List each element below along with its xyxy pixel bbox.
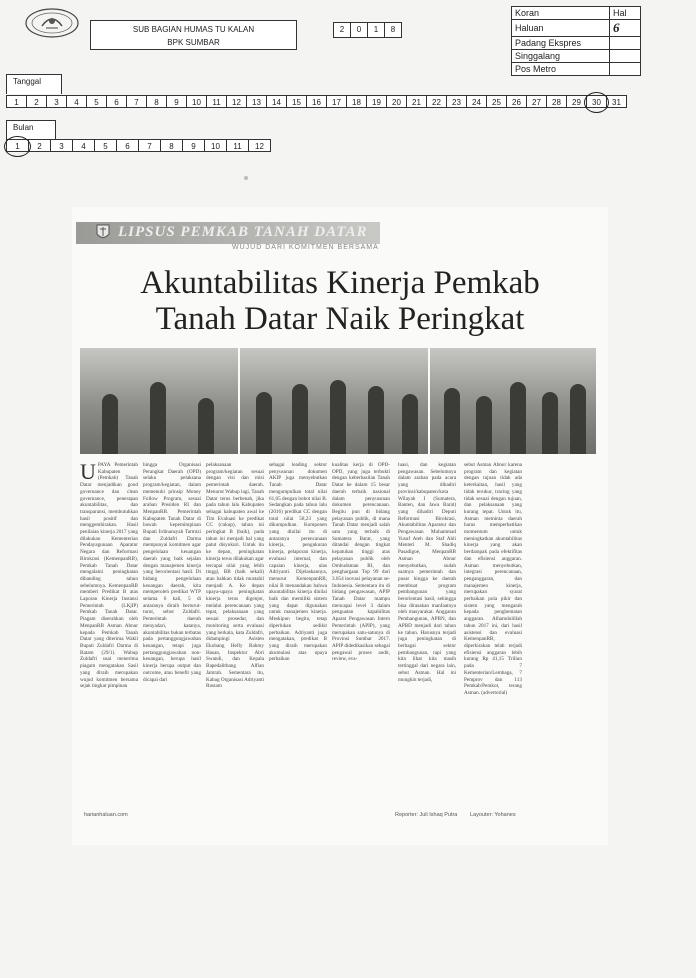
empty-cell (610, 63, 641, 76)
unit-label-box (90, 20, 297, 50)
date-cell: 4 (66, 95, 87, 108)
newspaper-singgalang: Singgalang (512, 50, 610, 63)
date-cell: 10 (186, 95, 207, 108)
year-digit: 1 (367, 22, 385, 38)
newspaper-pos-metro: Pos Metro (512, 63, 610, 76)
article-photo-1 (80, 348, 238, 454)
month-cell: 8 (160, 139, 183, 152)
scan-speck (244, 176, 248, 180)
date-cell: 19 (366, 95, 387, 108)
date-cell: 8 (146, 95, 167, 108)
month-cell: 4 (72, 139, 95, 152)
article-photo-3 (430, 348, 596, 454)
date-cell: 23 (446, 95, 467, 108)
date-cell: 17 (326, 95, 347, 108)
photo-credit: harianhaluan.com (84, 812, 128, 818)
date-cell: 24 (466, 95, 487, 108)
year-digit: 0 (350, 22, 368, 38)
date-cell: 2 (26, 95, 47, 108)
date-cell: 16 (306, 95, 327, 108)
date-cell: 14 (266, 95, 287, 108)
article-column-3: pelaksanaan program/kegiatan sesuai dengan visi dan misi pemerintah daerah. Menurut Wabup lagi, Tanah Datar terus berbenah, jika pada tahun lalu Kabupaten sebagai kabupaten awal ke Tim Evaluasi ke predikat CC (cukup), tahun ini peringkat B (baik), pada tahun ini menjadi hal yang patut disyukuri. Untuk itu ke depan, peningkatan kinerja terus dilakukan agar tercapai nilai yang lebih tinggi, BB (baik sekali) atau bahkan tidak mustahil menjadi A. Ke depan upaya-upaya peningkatan kinerja terus digenjot, melalui perencanaan yang tepat, pelaksanaan yang sesuai prosedur, dan monitoring serta evaluasi yang berkala, kata Zuldafri, didampingi Asisten Ekobang Hefly Rahmy Hasan, Inspektur Abri Swandi, dan Kepala Bapedalitbang Alfian Jamrah. Sementara itu, Kabag Organisasi Adriyanti Rustam (206, 462, 264, 690)
newspaper-haluan: Haluan (512, 20, 610, 37)
date-cell: 9 (166, 95, 187, 108)
section-subtitle: WUJUD DARI KOMITMEN BERSAMA (232, 244, 379, 251)
tanggal-label: Tanggal (6, 74, 62, 94)
date-cell: 5 (86, 95, 107, 108)
month-cell: 12 (248, 139, 271, 152)
bulan-label: Bulan (6, 120, 56, 140)
month-row (6, 139, 270, 152)
date-cell: 12 (226, 95, 247, 108)
year-digit: 8 (384, 22, 402, 38)
article-column-4: sebagai leading sektor penyusunan dokumen AKIP juga menyebutkan Tanah Datar mengumpulkan total nilai 61,05 dengan bobot nilai B. Sedangkan pada tahun lalu (2016) predikat CC dengan total nilai 58,23 yang dikumpulkan. Komponen yang dinilai itu di antaranya perencanaan kinerja, pengukuran kinerja, pelaporan kinerja, evaluasi internal, dan capaian kinerja, ulas Adriyanti. Dijelaskannya, menurut KemenpanRB, nilai B menandakan bahwa akuntabilitas kinerja dinilai baik dan memiliki sistem yang dapat digunakan untuk manajemen kinerja. Meskipun begitu, tetap diperlukan sedikit perbaikan. Adriyanti juga mengatakan, predikat B yang diraih merupakan akumulasi atas upaya perbaikan (269, 462, 327, 663)
date-cell: 31 (606, 95, 627, 108)
date-cell: 6 (106, 95, 127, 108)
date-cell: 13 (246, 95, 267, 108)
empty-cell (610, 37, 641, 50)
article-headline (70, 265, 610, 337)
article-column-2: hingga Organisasi Perangkat Daerah (OPD) selaku pelaksana program/kegiatan, dalam memenuhi prinsip Money Follow Program, sesuai arahan Presiden RI dan MenpanRB. Pemerintah Kabupaten Tanah Datar di bawah kepemimpinan Bupati Irdinansyah Tarmizi dan Zuldafri Darma mempunyai komitmen agar pengelolaan keuangan daerah yang baik sejalan dengan manajemen kinerja yang berorientasi hasil. Di bidang pengelolaan keuangan daerah, kita memperoleh predikat WTP selama 6 kali, 5 di antaranya diraih berturut-turut, sebut Zuldafri. Pemerintah daerah menyadari, katanya, akuntabilitas bukan terbatas pada pertanggungjawaban keuangan, tetapi juga pertanggungjawaban non-keuangan, berupa hasil kinerja berupa output dan outcome, atau benefit yang dicapai dari (143, 462, 201, 683)
unit-line-2: BPK SUMBAR (167, 38, 220, 47)
date-cell: 27 (526, 95, 547, 108)
year-digit: 2 (333, 22, 351, 38)
date-cell: 28 (546, 95, 567, 108)
article-column-7: sebut Asman Abnur karena program dan kegiatan dengan tujuan tidak ada keterkaitan, hasil yang tidak terukur, tracing yang tidak sesuai dengan tujuan, dan pelaksanaan yang kurang tepat. Untuk itu, Asman meminta daerah harus memperhatikan momentum untuk meningkatkan akuntabilitas kinerja yang akan berdampak pada efektifitas dan efisiensi anggaran. Asman menyebutkan, integrasi perencanaan, penganggaran, dan manajemen kinerja, merupakan syarat perbaikan pola pikir dan sistem yang mengarah kepada penghematan anggaran. Alhamdulillah tahun 2017 ini, dari hasil asistensi dan evaluasi KemenpanRB, diperkirakan telah terjadi efisiensi anggaran lebih kurang Rp 41,15 Triliun pada 7 Kementerian/Lembaga, 7 Pemprov dan 113 Pemkab/Pemkot, terang Asman. (advertorial) (464, 462, 522, 696)
date-cell: 29 (566, 95, 587, 108)
date-cell: 7 (126, 95, 147, 108)
month-cell: 10 (204, 139, 227, 152)
date-cell: 3 (46, 95, 67, 108)
headline-line-1: Akuntabilitas Kinerja Pemkab (140, 265, 540, 301)
bpk-logo-icon (24, 6, 80, 40)
article-body (80, 462, 600, 832)
article-column-1: UPAYA Pemerintah Kabupaten (Pemkab) Tanah Datar menjadikan good governance dan clean governance, penerapan akuntabilitas, dan transparansi, membutuhkan hasil positif dan menggembirakan. Hasil penilaian kinerja 2017 yang dilakukan Kementerian Pendayagunaan Aparatur Negara dan Reformasi Birokrasi (KemenpanRB), Pemkab Tanah Datar mengalami peningkatan dibanding tahun sebelumnya. KemenpanRB memberi Predikat B atas Laporan Kinerja Instansi Pemerintah (LKjIP) Pemkab Tanah Datar. Piagam diserahkan oleh MenpanRB Asman Abnur kepada Pemkab Tanah Datar yang diterima Wakil Bupati Zuldafri Darma di Batam (29/1). Wabup Zuldafri usai menerima piagam mengatakan Sasil yang diraih merupakan wujud komitmen bersama sejak tingkat pimpinan (80, 462, 138, 690)
koran-label: Koran (512, 7, 610, 20)
month-cell: 6 (116, 139, 139, 152)
reporter-credit: Reporter: Juli Ishaq Putra (395, 812, 458, 818)
layout-credit: Layouter: Yohanes (470, 812, 516, 818)
date-cell: 18 (346, 95, 367, 108)
year-box (333, 22, 401, 38)
date-cell: 30 (586, 95, 607, 108)
article-column-6: luasi, dan kegiatan pengawasan. Sebelumnya dalam arahan pada acara yang dihadiri provinsi/kabupaten/kota Wilayah I (Sumatera, Banten, dan Jawa Barat) yang dihadiri Deputi Reformasi Birokrasi, Akuntabilitas Aparatur dan Pengawasan Muhammad Yusuf Ateh dan Staf Ahli Menteri M. Shadiq Pasadigoe, MenpanRB Asman Abnur menyebutkan, sudah saatnya pemerintah dan pusat hingga ke daerah membuat program pembangunan yang berorientasi hasil, sehingga bisa dirasakan manfaatnya oleh masyarakat. Anggaran Pembangunan, APBN, dan APBD menjadi dari tahun ke tahun. Harusnya terjadi juga peningkatan di berbagai sektor pembangunan, tapi yang kita lihat kita masih tertinggal dari negara lain, sebut Asman. Hal ini mungkin terjadi, (398, 462, 456, 683)
unit-line-1: SUB BAGIAN HUMAS TU KALAN (132, 25, 255, 34)
date-row (6, 95, 626, 108)
article-photo-2 (240, 348, 428, 454)
date-cell: 22 (426, 95, 447, 108)
month-cell: 3 (50, 139, 73, 152)
empty-cell (610, 50, 641, 63)
newspaper-table (511, 6, 641, 76)
hal-label: Hal (610, 7, 641, 20)
headline-line-2: Tanah Datar Naik Peringkat (155, 301, 525, 337)
date-cell: 26 (506, 95, 527, 108)
date-cell: 15 (286, 95, 307, 108)
month-cell: 11 (226, 139, 249, 152)
regency-emblem-icon (96, 224, 110, 242)
date-cell: 1 (6, 95, 27, 108)
newspaper-padang-ekspres: Padang Ekspres (512, 37, 610, 50)
date-cell: 25 (486, 95, 507, 108)
date-cell: 20 (386, 95, 407, 108)
article-column-5: kualitas kerja di OPD-OPD, yang juga terbukti dengan keberhasilan Tanah Datar ke dalam 15 besar daerah terbaik nasional dalam penyusunan dokumen perencanaan. Begitu pun di bidang pelayanan publik, di mana Tanah Datar menjadi salah satu yang terbaik di Sumatera Barat, yang ditandai dengan tingkat kepatuhan tinggi atas pelayanan publik oleh Ombudsman RI, dan penghargaan Top 99 dari 3.054 inovasi pelayanan se-Indonesia. Sementara itu di bidang pengawasan, APIP Tanah Datar mampu mencapai level 3 dalam penguatan kapabilitas Aparat Pengawasan Intern Pemerintah (APIP), yang merupakan satu-satunya di Provinsi Sumbar 2017. APIP didedikasikan sebagai pengawal proses audit, review, eva- (332, 462, 390, 663)
page-number: 6 (613, 20, 620, 35)
month-cell: 7 (138, 139, 161, 152)
month-cell: 5 (94, 139, 117, 152)
month-cell: 1 (6, 139, 29, 152)
dropcap: U (80, 462, 96, 484)
section-title: LIPSUS PEMKAB TANAH DATAR (118, 224, 368, 240)
month-cell: 9 (182, 139, 205, 152)
date-cell: 11 (206, 95, 227, 108)
date-cell: 21 (406, 95, 427, 108)
month-cell: 2 (28, 139, 51, 152)
